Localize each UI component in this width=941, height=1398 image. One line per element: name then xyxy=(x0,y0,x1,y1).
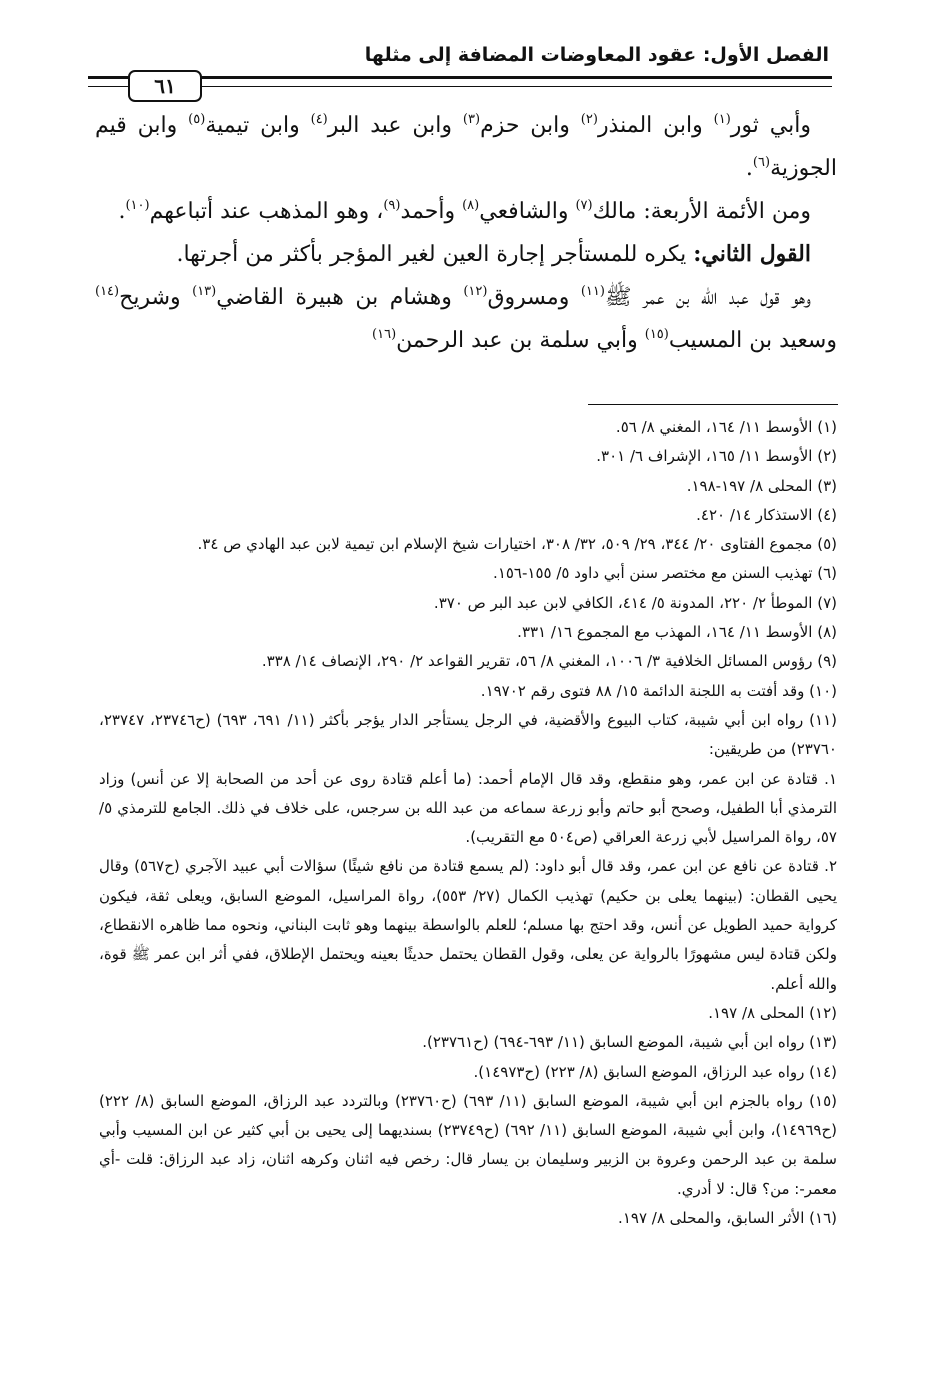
page-number: ٦١ xyxy=(128,70,202,102)
footnote-15: (١٥) رواه بالجزم ابن أبي شيبة، الموضع السابق (١١/ ٦٩٣) (ح٢٣٧٦٠) وبالتردد عبد الرزاق، الموضع السابق (٨/ ٢٢٢) (ح١٤٩٦٩)، وابن أبي شيبة، الموضع السابق (١١/ ٦٩٢) (ح٢٣٧٤٩) بسنديهما إلى يحيى بن أبي كثير عن ابن المسيب وأبي سلمة بن عبد الرحمن وعروة بن الزبير وسليمان بن يسار قال: رخص فيه اثنان وكرهه اثنان، زاد عبد الرزاق: قلت -أي معمر-: من؟ قال: لا أدري. xyxy=(99,1091,838,1198)
footnote-ref[interactable]: (٤) xyxy=(310,112,328,127)
paragraph-four-imams xyxy=(95,190,837,233)
footnote-8: (٨) الأوسط ١١/ ١٦٤، المهذب مع المجموع ١٦/ ٣٣١. xyxy=(517,623,837,642)
footnote-ref[interactable]: (٨) xyxy=(462,198,480,213)
paragraph-opinion-one-scholars xyxy=(95,104,837,190)
text: وابن عبد البر xyxy=(327,113,463,138)
main-text xyxy=(95,104,837,362)
text: وأحمد xyxy=(400,199,463,224)
text: وابن تيمية xyxy=(205,113,311,138)
footnote-6: (٦) تهذيب السنن مع مختصر سنن أبي داود ٥/ ١٥٥-١٥٦. xyxy=(493,564,837,583)
footnote-11-route-1: ١. قتادة عن ابن عمر، وهو منقطع، وقد قال الإمام أحمد: (ما أعلم قتادة روى عن أحد من الصحابة إلا عن أنس) وزاد الترمذي أبا الطفيل، وصحح أبو حاتم وأبو زرعة سماعه من عبد الله بن سرجس، على خلاف في ذلك. الجامع للترمذي ٥/ ٥٧، رواة المراسيل لأبي زرعة العراقي (ص٥٠٤ مع التقريب). xyxy=(99,769,837,847)
footnote-5: (٥) مجموع الفتاوى ٢٠/ ٣٤٤، ٢٩/ ٥٠٩، ٣٢/ ٣٠٨، اختيارات شيخ الإسلام ابن تيمية لابن عبد الهادي ص ٣٤. xyxy=(197,535,837,554)
text: وابن قيم الجوزية xyxy=(95,113,837,181)
footnote-1: (١) الأوسط ١١/ ١٦٤، المغني ٨/ ٥٦. xyxy=(615,418,837,436)
footnote-7: (٧) الموطأ ٢/ ٢٢٠، المدونة ٥/ ٤١٤، الكافي لابن عبد البر ص ٣٧٠. xyxy=(433,593,837,612)
second-opinion-heading: القول الثاني: xyxy=(693,241,811,267)
footnote-ref[interactable]: (١١) xyxy=(580,284,605,299)
text: ومن الأئمة الأربعة: مالك xyxy=(592,199,811,224)
text: وشريح xyxy=(119,285,193,310)
footnote-ref[interactable]: (٦) xyxy=(752,155,771,170)
footnote-ref[interactable]: (١٣) xyxy=(192,284,217,299)
footnote-ref[interactable]: (٣) xyxy=(462,112,481,127)
footnote-14: (١٤) رواه عبد الرزاق، الموضع السابق (٨/ ٢٢٣) (ح١٤٩٧٣). xyxy=(473,1062,837,1081)
text: وهو قول عبد الله بن عمر xyxy=(631,285,811,310)
footnote-4: (٤) الاستذكار ١٤/ ٤٢٠. xyxy=(696,505,837,524)
text: وأبي سلمة بن عبد الرحمن xyxy=(396,328,645,353)
footnote-ref[interactable]: (٢) xyxy=(580,112,598,127)
footnote-ref[interactable]: (١٢) xyxy=(463,284,488,299)
footnote-12: (١٢) المحلى ٨/ ١٩٧. xyxy=(708,1003,837,1022)
footnote-ref[interactable]: (٥) xyxy=(188,112,206,127)
footnote-separator xyxy=(588,404,838,405)
paragraph-second-opinion-scholars xyxy=(95,276,837,362)
text: . xyxy=(118,199,126,224)
paragraph-second-opinion xyxy=(95,233,837,276)
footnote-ref[interactable]: (٩) xyxy=(383,198,401,213)
text: وهشام بن هبيرة القاضي xyxy=(216,285,464,310)
text: وابن حزم xyxy=(480,113,581,138)
footnote-ref[interactable]: (١٤) xyxy=(95,284,120,299)
text: يكره للمستأجر إجارة العين لغير المؤجر بأكثر من أجرتها. xyxy=(176,242,694,267)
honorific-glyph: ﷺ xyxy=(604,285,632,310)
footnote-3: (٣) المحلى ٨/ ١٩٧-١٩٨. xyxy=(686,476,837,495)
footnote-ref[interactable]: (١٥) xyxy=(644,327,669,342)
text: والشافعي xyxy=(479,199,576,224)
text: ، وهو المذهب عند أتباعهم xyxy=(149,199,384,224)
text: وابن المنذر xyxy=(597,113,714,138)
footnote-ref[interactable]: (١٠) xyxy=(125,198,150,213)
footnote-16: (١٦) الأثر السابق، والمحلى ٨/ ١٩٧. xyxy=(618,1209,837,1228)
footnote-13: (١٣) رواه ابن أبي شيبة، الموضع السابق (١١/ ٦٩٣-٦٩٤) (ح٢٣٧٦١). xyxy=(422,1033,837,1052)
text: . xyxy=(745,156,753,181)
text: وسعيد بن المسيب xyxy=(668,328,837,353)
text: وأبي ثور xyxy=(730,113,811,138)
footnote-ref[interactable]: (١) xyxy=(713,112,731,127)
footnotes xyxy=(99,413,837,1233)
footnote-9: (٩) رؤوس المسائل الخلافية ٣/ ١٠٠٦، المغني ٨/ ٥٦، تقرير القواعد ٢/ ٢٩٠، الإنصاف ١٤/ ٣٣٨. xyxy=(261,652,837,671)
text: ومسروق xyxy=(487,285,581,310)
footnote-ref[interactable]: (١٦) xyxy=(372,327,397,342)
footnote-11-route-2: ٢. قتادة عن نافع عن ابن عمر، وقد قال أبو داود: (لم يسمع قتادة من نافع شيئًا) سؤالات أبي عبيد الآجري (ح٥٦٧) وقال يحيى القطان: (بينهما يعلى بن حكيم) تهذيب الكمال (٢٧/ ٥٥٣)، رواة المراسيل، الموضع السابق، ويعلى ثقة، فيكون كرواية حميد الطويل عن أنس، وقد احتج بها مسلم؛ للعلم بالواسطة بينهما وهو ثابت البناني، ونحوه مما ظاهره الانقطاع، ولكن قتادة ليس مشهورًا بالرواية عن يعلى، وقول القطان يحتمل حديثًا بعينه ويحتمل الإطلاق، ففي أثر ابن عمر ﷺ قوة، والله أعلم. xyxy=(99,857,837,993)
footnote-11: (١١) رواه ابن أبي شيبة، كتاب البيوع والأقضية، في الرجل يستأجر الدار يؤجر بأكثر (١١/ ٦٩١، ٦٩٣) (ح٢٣٧٤٦، ٢٣٧٤٧، ٢٣٧٦٠) من طريقين: xyxy=(99,710,838,759)
running-title: الفصل الأول: عقود المعاوضات المضافة إلى مثلها xyxy=(364,44,829,66)
footnote-ref[interactable]: (٧) xyxy=(575,198,593,213)
footnote-2: (٢) الأوسط ١١/ ١٦٥، الإشراف ٦/ ٣٠١. xyxy=(596,447,837,466)
footnote-10: (١٠) وقد أفتت به اللجنة الدائمة ١٥/ ٨٨ فتوى رقم ١٩٧٠٢. xyxy=(480,681,837,700)
